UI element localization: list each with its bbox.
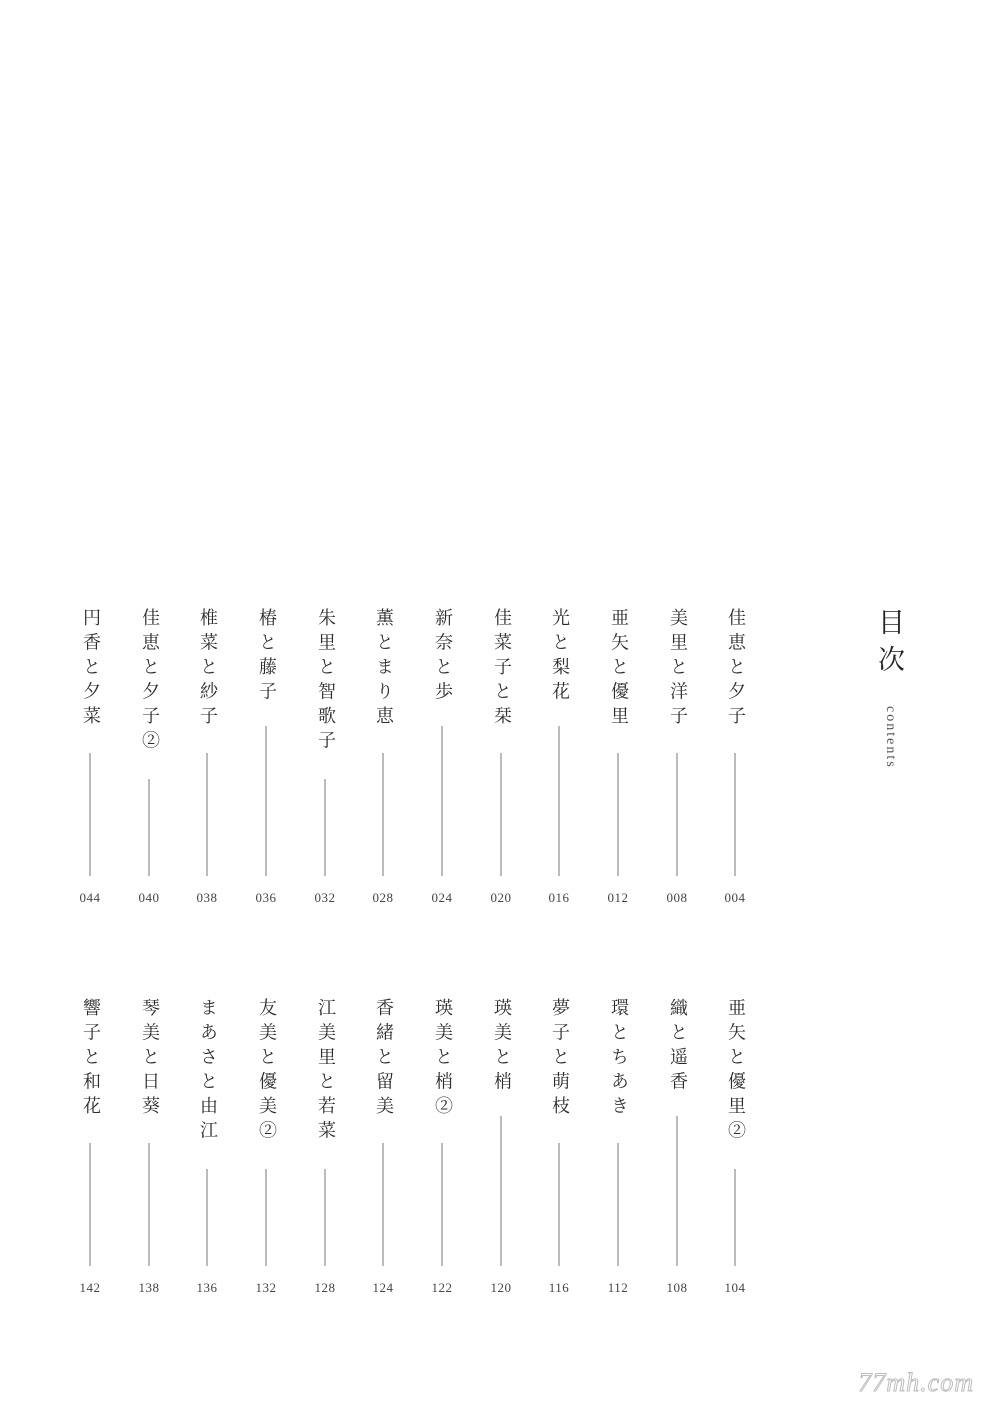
toc-entry-page-number: 012 <box>607 890 629 905</box>
toc-entry[interactable] <box>647 998 707 1308</box>
toc-entry-title: 円香と夕菜 <box>80 608 101 731</box>
toc-leader-line <box>383 1143 384 1267</box>
toc-entry[interactable] <box>119 998 179 1308</box>
toc-entry-title: まあさと由江 <box>197 998 218 1145</box>
toc-leader-line <box>90 1143 91 1267</box>
toc-entry-title: 佳菜子と栞 <box>491 608 512 731</box>
toc-entry-page-number: 142 <box>79 1280 101 1295</box>
toc-leader-line <box>207 1169 208 1266</box>
toc-entry-page-number: 028 <box>372 890 394 905</box>
toc-entry-page-number: 044 <box>79 890 101 905</box>
toc-leader-line <box>325 1169 326 1266</box>
toc-entry-title: 香緒と留美 <box>373 998 394 1121</box>
toc-entry[interactable] <box>295 608 355 918</box>
toc-entry-title: 夢子と萌枝 <box>549 998 570 1121</box>
toc-entry-title: 椿と藤子 <box>256 608 277 706</box>
toc-entry-title: 瑛美と梢② <box>432 998 453 1121</box>
toc-entry-page-number: 122 <box>431 1280 453 1295</box>
toc-entry[interactable] <box>471 608 531 918</box>
toc-leader-line <box>501 753 502 877</box>
toc-entry[interactable] <box>119 608 179 918</box>
toc-entry-title: 佳恵と夕子② <box>139 608 160 755</box>
toc-entry-title: 亜矢と優里② <box>725 998 746 1145</box>
toc-entry[interactable] <box>705 608 765 918</box>
toc-entry[interactable] <box>295 998 355 1308</box>
toc-entry-page-number: 040 <box>138 890 160 905</box>
toc-leader-line <box>90 753 91 877</box>
toc-entry-title: 環とちあき <box>608 998 629 1121</box>
toc-entry[interactable] <box>529 998 589 1308</box>
toc-leader-line <box>677 753 678 877</box>
toc-entry-page-number: 132 <box>255 1280 277 1295</box>
toc-entry[interactable] <box>353 608 413 918</box>
toc-entry[interactable] <box>529 608 589 918</box>
toc-leader-line <box>501 1116 502 1266</box>
toc-leader-line <box>266 726 267 876</box>
toc-entry-title: 亜矢と優里 <box>608 608 629 731</box>
toc-entry-title: 新奈と歩 <box>432 608 453 706</box>
toc-entry-page-number: 138 <box>138 1280 160 1295</box>
toc-entry-title: 椎菜と紗子 <box>197 608 218 731</box>
toc-leader-line <box>442 1143 443 1267</box>
toc-leader-line <box>149 1143 150 1267</box>
toc-entry[interactable] <box>177 998 237 1308</box>
toc-entry[interactable] <box>588 608 648 918</box>
toc-entry[interactable] <box>236 998 296 1308</box>
toc-leader-line <box>266 1169 267 1266</box>
toc-leader-line <box>383 753 384 877</box>
toc-leader-line <box>677 1116 678 1266</box>
toc-leader-line <box>735 1169 736 1266</box>
toc-entry-page-number: 016 <box>548 890 570 905</box>
toc-entry[interactable] <box>353 998 413 1308</box>
toc-entry-page-number: 020 <box>490 890 512 905</box>
toc-entry-title: 響子と和花 <box>80 998 101 1121</box>
toc-entry[interactable] <box>412 998 472 1308</box>
toc-block-second-half <box>0 998 1000 1308</box>
toc-entry[interactable] <box>588 998 648 1308</box>
toc-entry-title: 光と梨花 <box>549 608 570 706</box>
toc-entry-title: 江美里と若菜 <box>315 998 336 1145</box>
toc-entry[interactable] <box>471 998 531 1308</box>
toc-entry-page-number: 008 <box>666 890 688 905</box>
site-watermark: 77mh.com <box>858 1368 974 1397</box>
toc-entry[interactable] <box>60 998 120 1308</box>
toc-entry[interactable] <box>177 608 237 918</box>
toc-entry-page-number: 036 <box>255 890 277 905</box>
toc-entry-page-number: 032 <box>314 890 336 905</box>
toc-leader-line <box>149 779 150 876</box>
toc-leader-line <box>442 726 443 876</box>
toc-leader-line <box>559 726 560 876</box>
toc-leader-line <box>559 1143 560 1267</box>
toc-entry[interactable] <box>236 608 296 918</box>
toc-entry-title: 友美と優美② <box>256 998 277 1145</box>
toc-entry-page-number: 128 <box>314 1280 336 1295</box>
toc-leader-line <box>207 753 208 877</box>
toc-entry-title: 琴美と日葵 <box>139 998 160 1121</box>
toc-entry-page-number: 004 <box>724 890 746 905</box>
toc-entry-title: 織と遥香 <box>667 998 688 1096</box>
toc-entry-title: 瑛美と梢 <box>491 998 512 1096</box>
toc-entry[interactable] <box>60 608 120 918</box>
page-title: 目次 <box>873 608 904 682</box>
toc-leader-line <box>618 753 619 877</box>
toc-leader-line <box>618 1143 619 1267</box>
toc-leader-line <box>325 779 326 876</box>
toc-entry[interactable] <box>647 608 707 918</box>
toc-entry-page-number: 038 <box>196 890 218 905</box>
toc-entry-page-number: 124 <box>372 1280 394 1295</box>
page-subtitle: contents <box>883 706 898 769</box>
toc-entry-page-number: 024 <box>431 890 453 905</box>
toc-entry-title: 薫とまり恵 <box>373 608 394 731</box>
toc-entry-page-number: 116 <box>548 1280 570 1295</box>
toc-entry-title: 美里と洋子 <box>667 608 688 731</box>
toc-entry-page-number: 104 <box>724 1280 746 1295</box>
toc-entry-page-number: 112 <box>607 1280 629 1295</box>
toc-entry-page-number: 120 <box>490 1280 512 1295</box>
toc-leader-line <box>735 753 736 877</box>
toc-entry-title: 朱里と智歌子 <box>315 608 336 755</box>
toc-entry-title: 佳恵と夕子 <box>725 608 746 731</box>
toc-entry[interactable] <box>412 608 472 918</box>
toc-entry-page-number: 136 <box>196 1280 218 1295</box>
toc-entry-page-number: 108 <box>666 1280 688 1295</box>
toc-entry[interactable] <box>705 998 765 1308</box>
toc-block-first-half <box>0 608 1000 918</box>
